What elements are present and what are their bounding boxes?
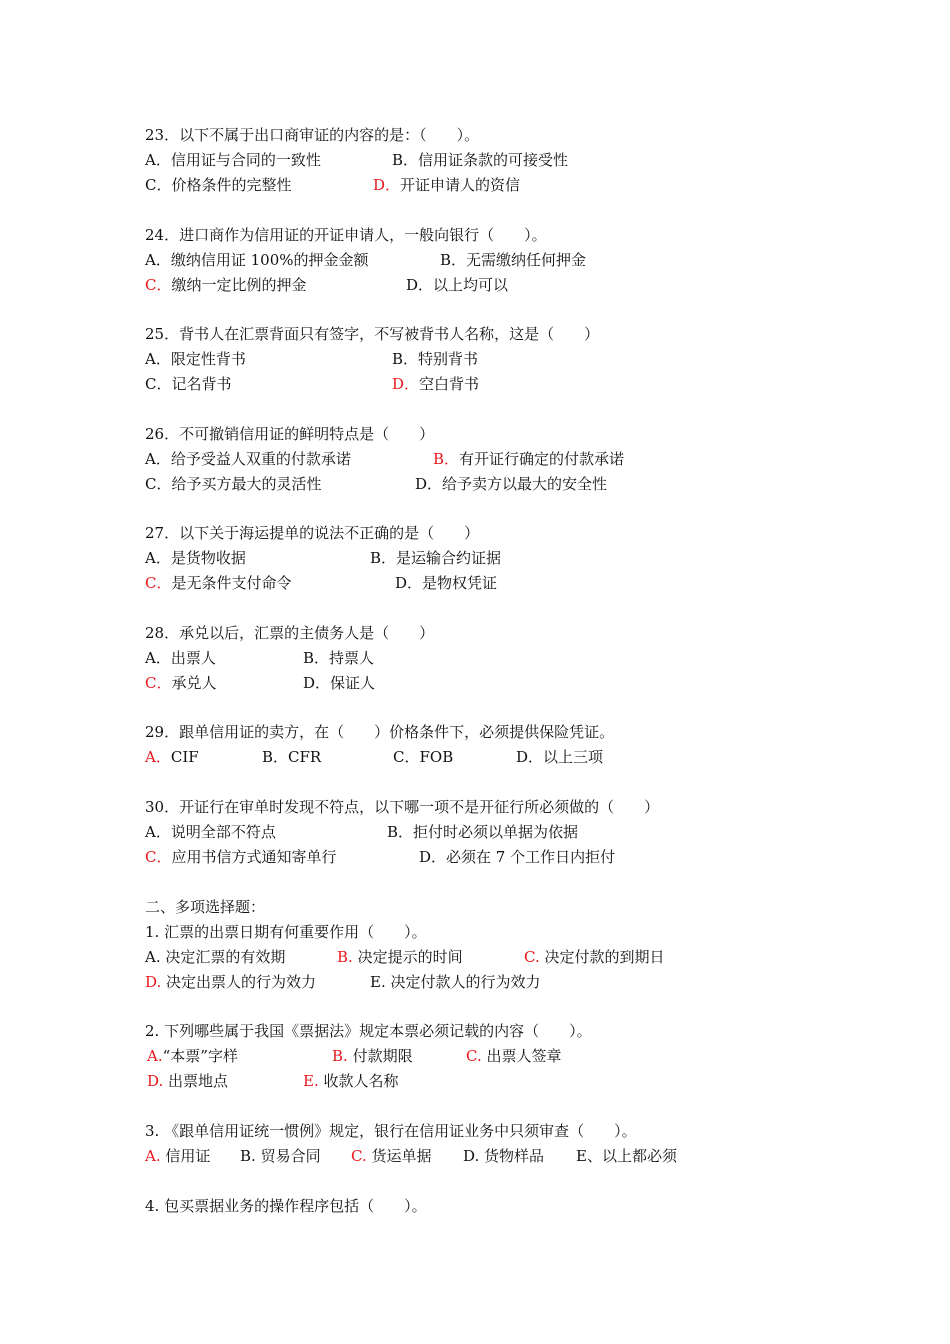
multi-option-3-a: A. 信用证 bbox=[145, 1147, 211, 1165]
answer-mark: C． bbox=[145, 848, 172, 866]
answer-mark: D. bbox=[145, 973, 162, 991]
option-25-c: C．记名背书 bbox=[145, 375, 232, 393]
question-25-stem: 25．背书人在汇票背面只有签字，不写被背书人名称，这是（ ） bbox=[145, 325, 600, 343]
multi-question-3-stem: 3. 《跟单信用证统一惯例》规定，银行在信用证业务中只须审查（ ）。 bbox=[145, 1122, 637, 1140]
option-26-a: A．给予受益人双重的付款承诺 bbox=[145, 450, 351, 468]
answer-mark: D． bbox=[392, 375, 420, 393]
multi-option-2-b: B. 付款期限 bbox=[332, 1047, 413, 1065]
answer-mark: A. bbox=[147, 1047, 163, 1065]
multi-option-1-b: B. 决定提示的时间 bbox=[337, 948, 463, 966]
answer-mark: B. bbox=[332, 1047, 348, 1065]
multi-option-3-c: C. 货运单据 bbox=[351, 1147, 432, 1165]
answer-mark: D． bbox=[373, 176, 401, 194]
multi-option-2-e: E. 收款人名称 bbox=[303, 1072, 399, 1090]
multi-question-4-stem: 4. 包买票据业务的操作程序包括（ ）。 bbox=[145, 1197, 427, 1215]
multi-option-3-b: B. 贸易合同 bbox=[240, 1147, 321, 1165]
option-25-a: A．限定性背书 bbox=[145, 350, 246, 368]
option-24-c: C．缴纳一定比例的押金 bbox=[145, 276, 307, 294]
option-30-d: D．必须在 7 个工作日内拒付 bbox=[419, 848, 616, 866]
answer-mark: A. bbox=[145, 1147, 161, 1165]
option-30-b: B．拒付时必须以单据为依据 bbox=[387, 823, 579, 841]
answer-mark: A． bbox=[145, 748, 171, 766]
question-23-stem: 23．以下不属于出口商审证的内容的是：（ ）。 bbox=[145, 126, 480, 144]
option-28-a: A．出票人 bbox=[145, 649, 216, 667]
multi-option-1-c: C. 决定付款的到期日 bbox=[524, 948, 665, 966]
section-title: 二、多项选择题： bbox=[145, 898, 266, 916]
option-27-c: C．是无条件支付命令 bbox=[145, 574, 292, 592]
answer-mark: C． bbox=[145, 574, 172, 592]
option-26-c: C．给予买方最大的灵活性 bbox=[145, 475, 322, 493]
question-27-stem: 27．以下关于海运提单的说法不正确的是（ ） bbox=[145, 524, 480, 542]
multi-option-3-e: E、以上都必须 bbox=[576, 1147, 677, 1165]
option-23-a: A．信用证与合同的一致性 bbox=[145, 151, 321, 169]
question-26-stem: 26．不可撤销信用证的鲜明特点是（ ） bbox=[145, 425, 435, 443]
question-24-stem: 24．进口商作为信用证的开证申请人，一般向银行（ ）。 bbox=[145, 226, 547, 244]
answer-mark: B. bbox=[337, 948, 353, 966]
option-27-d: D．是物权凭证 bbox=[395, 574, 498, 592]
answer-mark: E. bbox=[303, 1072, 319, 1090]
option-23-d: D．开证申请人的资信 bbox=[373, 176, 521, 194]
option-28-c: C．承兑人 bbox=[145, 674, 217, 692]
option-27-a: A．是货物收据 bbox=[145, 549, 246, 567]
option-25-d: D．空白背书 bbox=[392, 375, 480, 393]
answer-mark: C. bbox=[466, 1047, 482, 1065]
question-30-stem: 30．开证行在审单时发现不符点，以下哪一项不是开征行所必须做的（ ） bbox=[145, 798, 660, 816]
question-28-stem: 28．承兑以后，汇票的主债务人是（ ） bbox=[145, 624, 435, 642]
multi-option-2-c: C. 出票人签章 bbox=[466, 1047, 562, 1065]
option-30-a: A．说明全部不符点 bbox=[145, 823, 276, 841]
answer-mark: C. bbox=[524, 948, 540, 966]
option-26-d: D．给予卖方以最大的安全性 bbox=[415, 475, 608, 493]
option-29-a: A．CIF bbox=[145, 748, 199, 766]
answer-mark: C． bbox=[145, 276, 172, 294]
multi-option-2-d: D. 出票地点 bbox=[147, 1072, 229, 1090]
option-28-b: B．持票人 bbox=[303, 649, 375, 667]
option-24-b: B．无需缴纳任何押金 bbox=[440, 251, 587, 269]
answer-mark: C． bbox=[145, 674, 172, 692]
answer-mark: B． bbox=[433, 450, 460, 468]
option-29-c: C．FOB bbox=[393, 748, 454, 766]
question-29-stem: 29．跟单信用证的卖方，在（ ）价格条件下，必须提供保险凭证。 bbox=[145, 723, 615, 741]
option-28-d: D．保证人 bbox=[303, 674, 376, 692]
option-23-b: B．信用证条款的可接受性 bbox=[392, 151, 569, 169]
option-29-d: D．以上三项 bbox=[516, 748, 604, 766]
option-23-c: C．价格条件的完整性 bbox=[145, 176, 292, 194]
multi-option-1-d: D. 决定出票人的行为效力 bbox=[145, 973, 317, 991]
multi-option-2-a: A.“本票”字样 bbox=[147, 1047, 238, 1065]
multi-option-1-e: E. 决定付款人的行为效力 bbox=[370, 973, 541, 991]
option-27-b: B．是运输合约证据 bbox=[370, 549, 502, 567]
option-29-b: B．CFR bbox=[262, 748, 322, 766]
multi-option-3-d: D. 货物样品 bbox=[463, 1147, 545, 1165]
option-24-d: D．以上均可以 bbox=[406, 276, 509, 294]
answer-mark: D. bbox=[147, 1072, 164, 1090]
option-24-a: A．缴纳信用证 100%的押金金额 bbox=[145, 251, 369, 269]
option-26-b: B．有开证行确定的付款承诺 bbox=[433, 450, 625, 468]
option-30-c: C．应用书信方式通知寄单行 bbox=[145, 848, 337, 866]
multi-question-1-stem: 1. 汇票的出票日期有何重要作用（ ）。 bbox=[145, 923, 427, 941]
multi-option-1-a: A. 决定汇票的有效期 bbox=[145, 948, 286, 966]
multi-question-2-stem: 2. 下列哪些属于我国《票据法》规定本票必须记载的内容（ ）。 bbox=[145, 1022, 592, 1040]
answer-mark: C. bbox=[351, 1147, 367, 1165]
option-25-b: B．特别背书 bbox=[392, 350, 479, 368]
